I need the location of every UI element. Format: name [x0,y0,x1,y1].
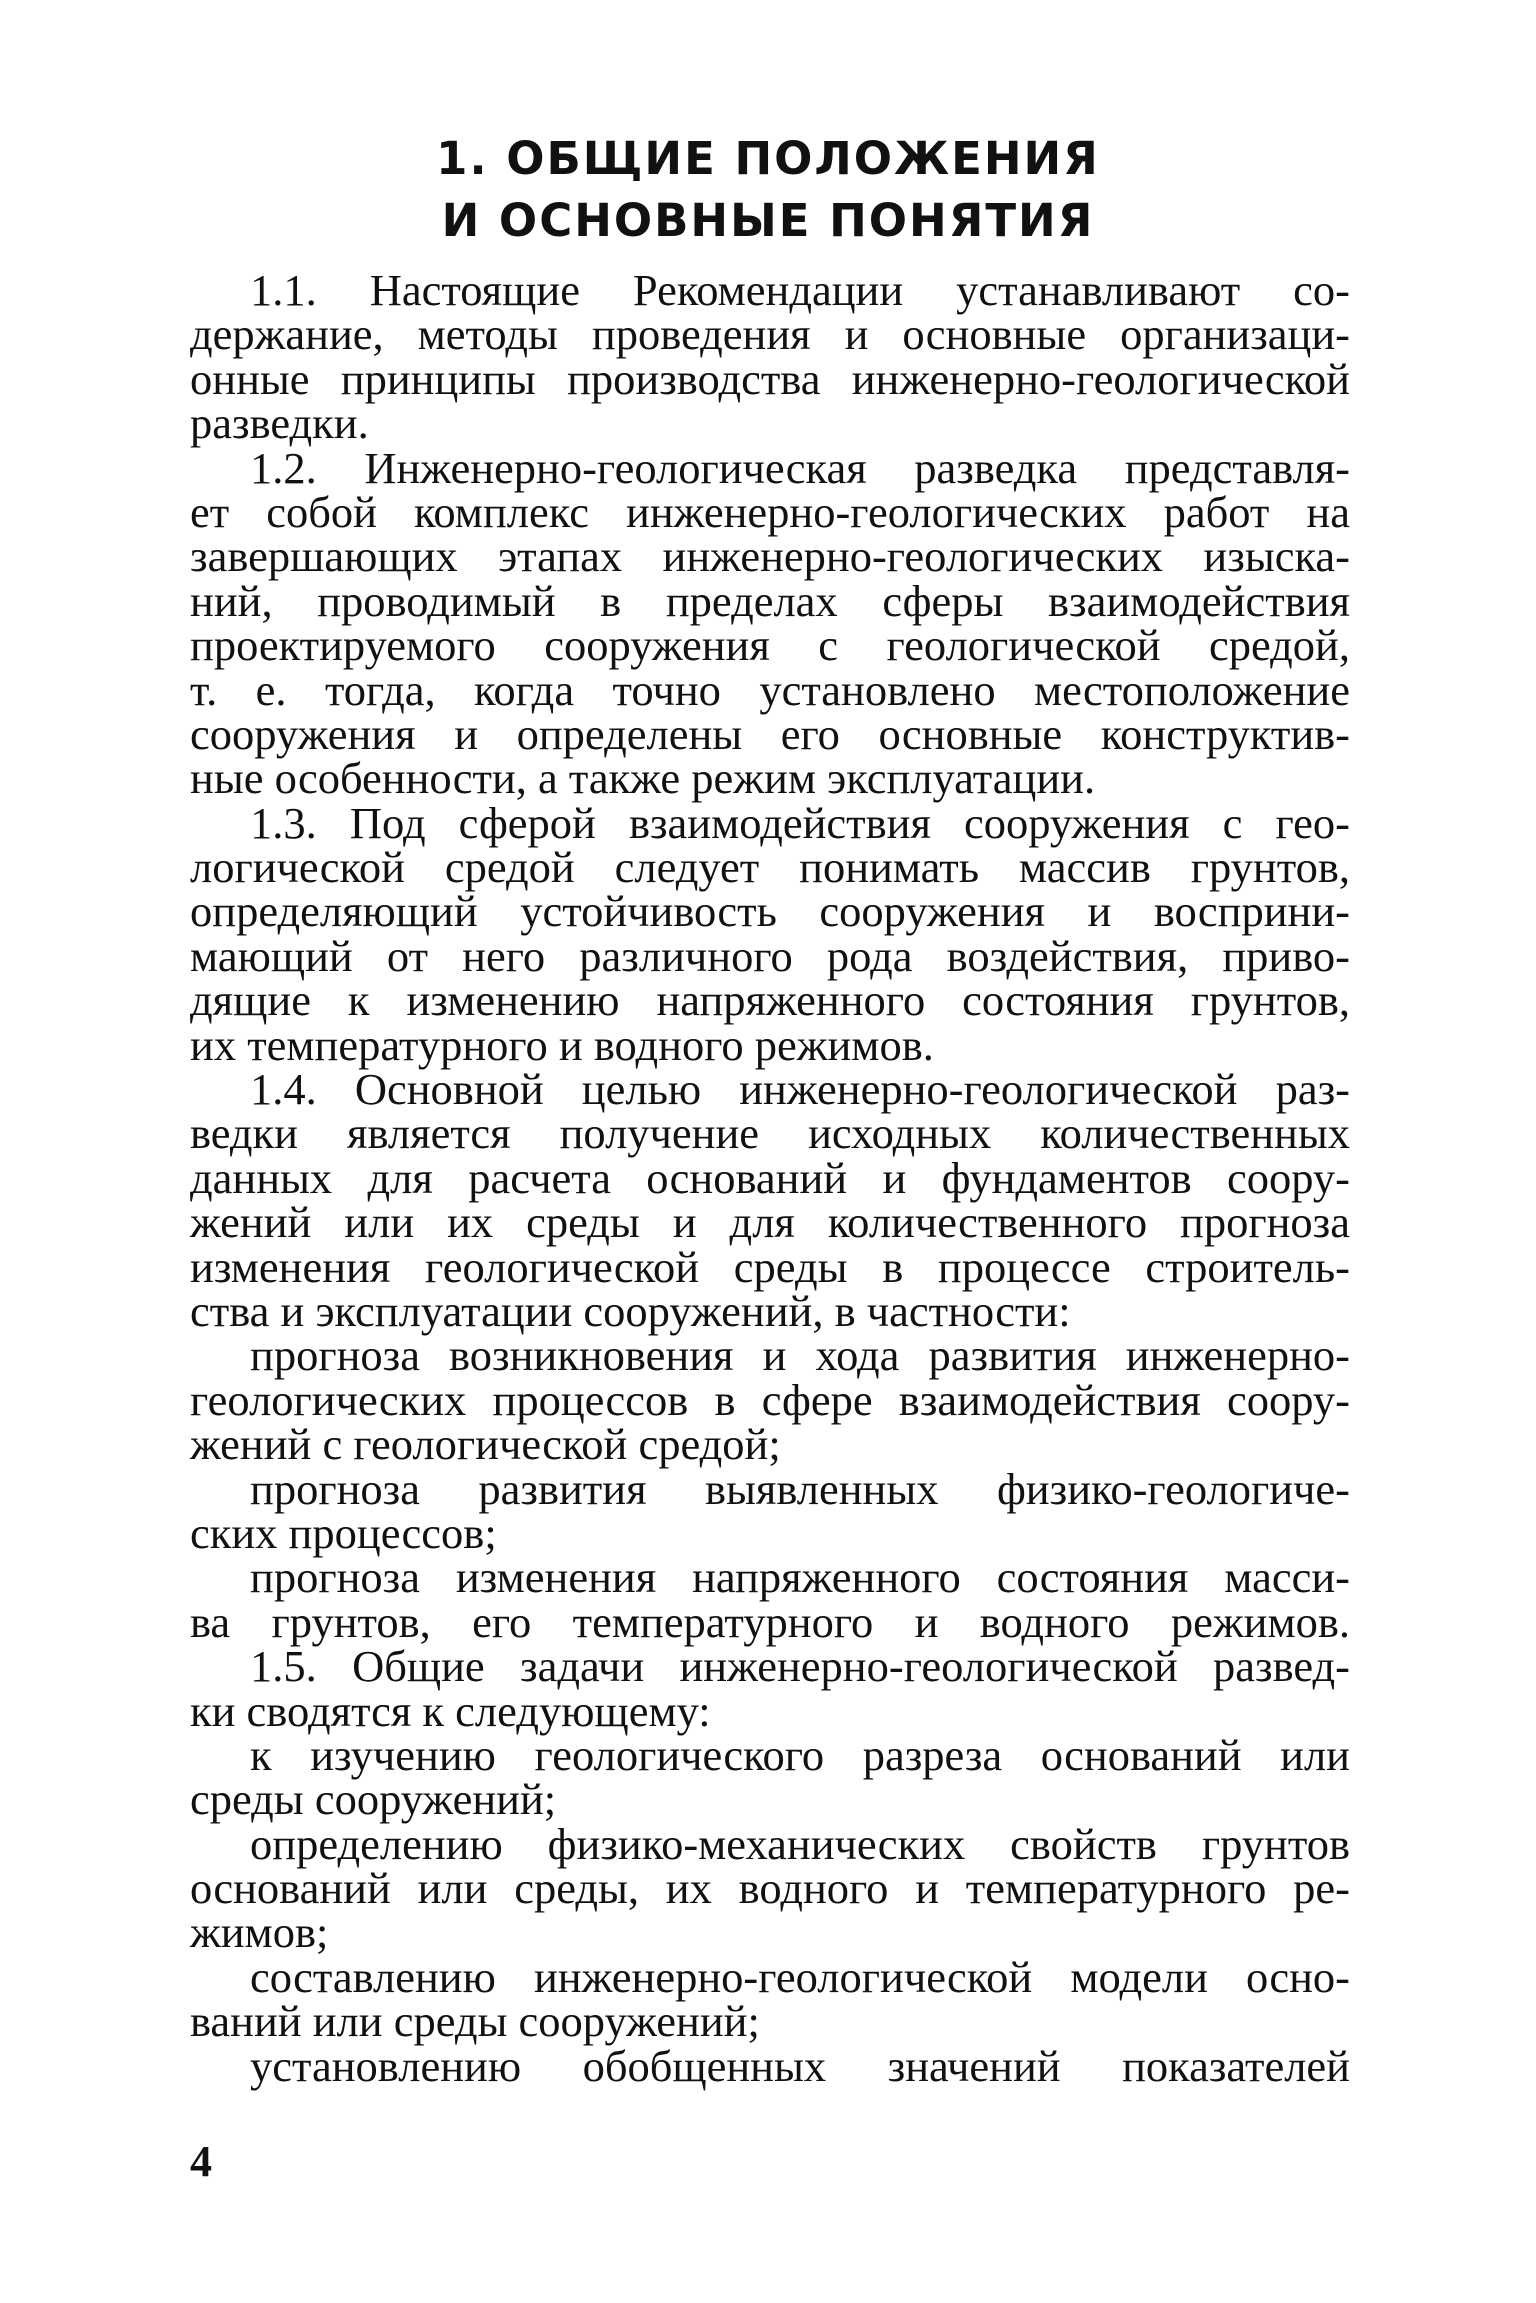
page-number: 4 [190,2137,212,2186]
text-line: их температурного и водного режимов. [190,1019,934,1070]
text-line: ства и эксплуатации сооружений, в частности: [190,1285,1071,1336]
text-line: среды сооружений; [190,1774,557,1825]
text-line: определению физико-механических свойств грунтов [250,1818,1350,1869]
text-line: ные особенности, а также режим эксплуатации. [190,753,1096,804]
text-line: проектируемого сооружения с геологической средой, [190,620,1350,671]
text-line: 1.5. Общие задачи инженерно-геологической развед- [250,1641,1350,1692]
text-line: ва грунтов, его температурного и водного режимов. [190,1596,1350,1647]
text-line: сооружения и определены его основные конструктив- [190,708,1350,759]
text-line: жений или их среды и для количественного прогноза [190,1197,1350,1248]
text-line: установлению обобщенных значений показателей [250,2040,1350,2091]
text-line: ний, проводимый в пределах сферы взаимодействия [190,575,1350,626]
text-line: жений с геологической средой; [190,1419,781,1470]
text-line: дящие к изменению напряженного состояния грунтов, [190,975,1350,1026]
text-line: логической средой следует понимать массив грунтов, [190,842,1350,893]
heading-line-2: И ОСНОВНЫЕ ПОНЯТИЯ [441,194,1095,247]
text-line: 1.3. Под сферой взаимодействия сооружения с гео- [250,797,1350,848]
text-line: прогноза возникновения и хода развития инженерно- [250,1330,1350,1381]
text-line: жимов; [190,1907,329,1958]
text-line: прогноза изменения напряженного состояния масси- [250,1552,1350,1603]
text-line: к изучению геологического разреза оснований или [250,1729,1350,1780]
text-line: держание, методы проведения и основные организаци- [190,309,1350,360]
text-line: мающий от него различного рода воздействия, приво- [190,930,1350,981]
text-line: ских процессов; [190,1507,497,1558]
text-line: ки сводятся к следующему: [190,1685,711,1736]
text-line: изменения геологической среды в процессе строитель- [190,1241,1350,1292]
text-line: 1.1. Настоящие Рекомендации устанавливают со- [250,265,1350,315]
text-line: геологических процессов в сфере взаимодействия соору- [190,1374,1350,1425]
text-line: прогноза развития выявленных физико-геологиче- [250,1463,1350,1514]
text-line: ет собой комплекс инженерно-геологических работ на [190,486,1350,537]
text-line: онные принципы производства инженерно-геологической [190,353,1350,404]
text-line: ваний или среды сооружений; [190,1996,760,2047]
text-line: завершающих этапах инженерно-геологических изыска- [190,531,1350,582]
text-line: составлению инженерно-геологической модели осно- [250,1951,1350,2002]
body-text [190,265,1350,2091]
text-line: 1.2. Инженерно-геологическая разведка представля- [250,442,1350,493]
section-heading [160,128,1376,252]
text-line: 1.4. Основной целью инженерно-геологической раз- [250,1064,1350,1115]
text-line: определяющий устойчивость сооружения и восприни- [190,886,1350,937]
heading-line-1: 1. ОБЩИЕ ПОЛОЖЕНИЯ [436,132,1100,185]
text-line: т. е. тогда, когда точно установлено местоположение [190,664,1350,715]
text-line: оснований или среды, их водного и температурного ре- [190,1863,1350,1914]
text-line: ведки является получение исходных количественных [190,1108,1350,1159]
text-line: разведки. [190,398,369,449]
text-line: данных для расчета оснований и фундаментов соору- [190,1152,1350,1203]
